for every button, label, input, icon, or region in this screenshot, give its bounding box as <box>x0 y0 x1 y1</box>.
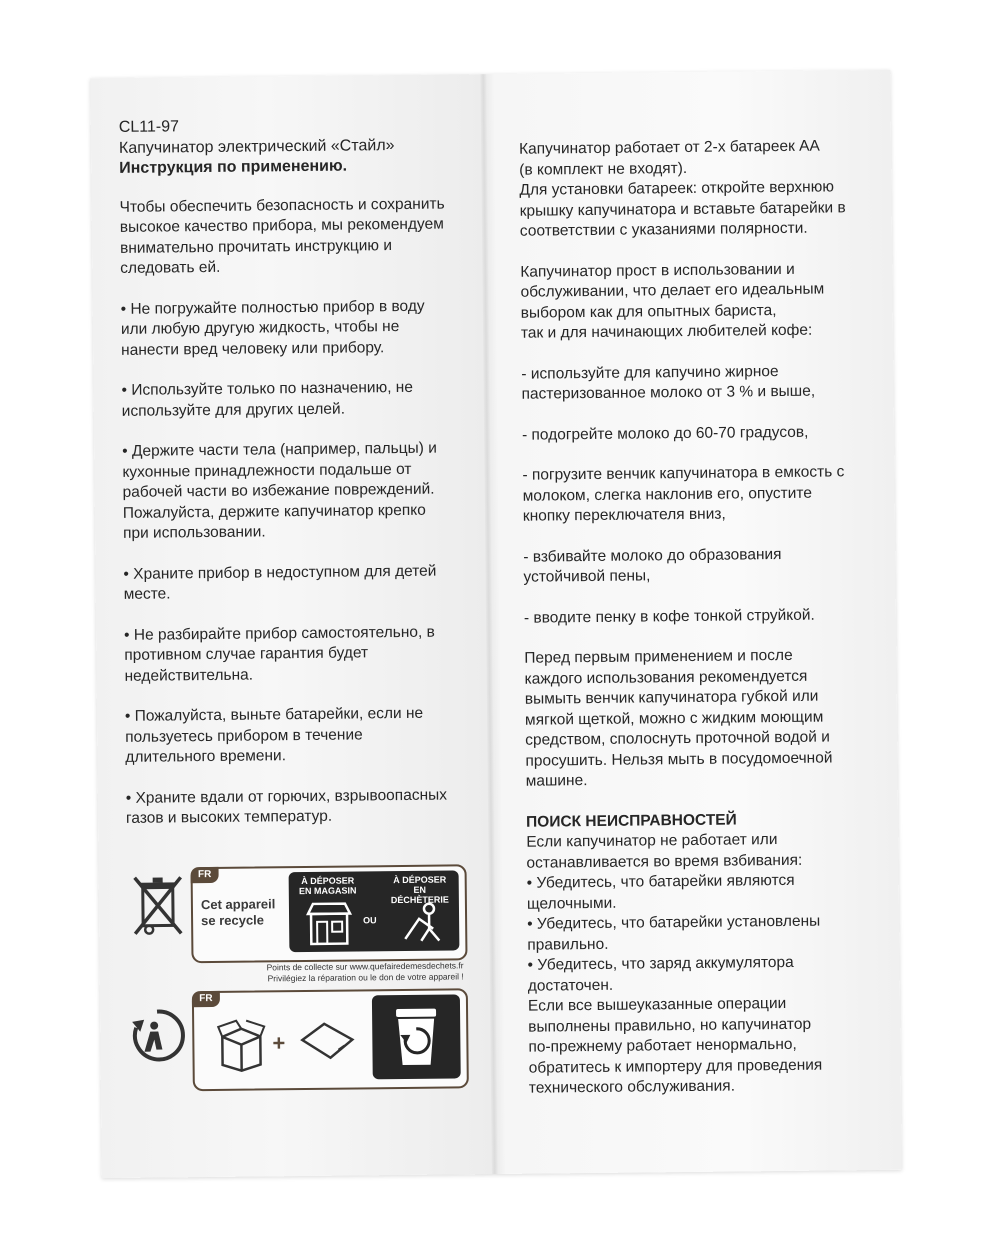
usage-paragraph: Капучинатор прост в использовании и обслуживании, что делает его идеальным выбором как для опытных бариста, так и для начинающих любителей кофе: <box>520 260 825 342</box>
triman-info-box <box>191 864 468 963</box>
usage-step: - вводите пенку в кофе тонкой струйкой. <box>523 606 815 627</box>
document-title: Инструкция по применению. <box>119 157 348 177</box>
right-column <box>519 136 879 1099</box>
plus-sign: + <box>272 1030 286 1056</box>
safety-item: • Используйте только по назначению, не используйте для других целей. <box>121 378 414 420</box>
usage-step: - используйте для капучино жирное пастеризованное молоко от 3 % и выше, <box>521 362 816 403</box>
safety-item: • Храните вдали от горючих, взрывоопасных газов и высоких температур. <box>125 786 448 827</box>
deposit-panel <box>289 870 460 952</box>
safety-item: • Не разбирайте прибор самостоятельно, в противном случае гарантия будет недействительна. <box>124 623 435 685</box>
product-name: Капучинатор электрический «Стайл» <box>118 136 395 157</box>
intro-paragraph: Чтобы обеспечить безопасность и сохранить высокое качество прибора, мы рекомендуем внимательно прочитать инструкцию и следовать ей. <box>119 195 445 277</box>
left-column <box>119 114 467 849</box>
safety-item: • Храните прибор в недоступном для детей месте. <box>123 562 437 603</box>
recycling-logos <box>127 864 469 1098</box>
usage-paragraph: Капучинатор работает от 2-х батареек АА (в комплект не входят). Для установки батареек: откройте верхнюю крышку капучинатора и вставьте батарейки в соответствии с указаниями полярности. <box>518 137 846 240</box>
disposal-icon <box>399 899 447 946</box>
safety-item: • Не погружайте полностью прибор в воду или любую другую жидкость, чтобы не нанести вред человеку или прибору. <box>120 297 425 359</box>
store-deposit-label: À DÉPOSER EN MAGASIN <box>298 875 357 897</box>
packaging-recycle-box <box>192 988 469 1091</box>
cardboard-box-icon <box>216 1016 267 1073</box>
troubleshooting-heading: ПОИСК НЕИСПРАВНОСТЕЙ <box>525 810 737 831</box>
or-label: OU <box>363 915 377 926</box>
shop-icon <box>305 900 353 947</box>
fold-line <box>480 74 498 1174</box>
cleaning-paragraph: Перед первым применением и после каждого использования рекомендуется вымыть венчик капучинатора губкой или мягкой щеткой, можно с жидким моющим средством, сполоснуть проточной водой и просушить. Нельзя мыть в посудомоечной машине. <box>524 646 833 790</box>
recycling-bin-panel <box>372 994 461 1079</box>
safety-item: • Держите части тела (например, пальцы) и кухонные принадлежности подальше от рабочей части во избежание повреждений. Пожалуйста, держите капучинатор крепко при использовании. <box>122 439 437 542</box>
usage-step: - взбивайте молоко до образования устойчивой пены, <box>523 545 782 586</box>
instruction-leaflet <box>90 70 901 1178</box>
recycling-center-label: À DÉPOSER EN DÉCHÈTERIE <box>390 874 449 906</box>
triman-icon <box>128 1005 187 1070</box>
usage-step: - подогрейте молоко до 60-70 градусов, <box>521 423 809 444</box>
fr-badge: FR <box>191 867 219 883</box>
model-code: CL11-97 <box>118 118 180 136</box>
crossed-bin-icon <box>131 873 186 938</box>
fr-badge: FR <box>192 991 220 1007</box>
recycle-label: Cet appareil se recycle <box>200 896 276 929</box>
usage-step: - погрузите венчик капучинатора в емкость с молоком, слегка наклонив его, опустите кнопку переключателя вниз, <box>522 463 845 525</box>
recycling-bin-icon <box>388 1005 445 1072</box>
collection-points-note: Points de collecte sur www.quefairedemesdechets.fr Privilégiez la réparation ou le don de votre appareil ! <box>266 960 464 984</box>
safety-item: • Пожалуйста, выньте батарейки, если не пользуетесь прибором в течение длительного времени. <box>124 704 424 766</box>
packaging-bag-icon <box>294 1019 358 1064</box>
troubleshooting-text: Если капучинатор не работает или останавливается во время взбивания: • Убедитесь, что батарейки являются щелочными. • Убедитесь, что батарейки установлены правильно. • Убедитесь, что заряд аккумулятора достаточен. Если все вышеуказанные операции выполнены правильно, но капучинатор по-прежнему работает ненормально, обратитесь к импортеру для проведения технического обслуживания. <box>526 831 823 1097</box>
